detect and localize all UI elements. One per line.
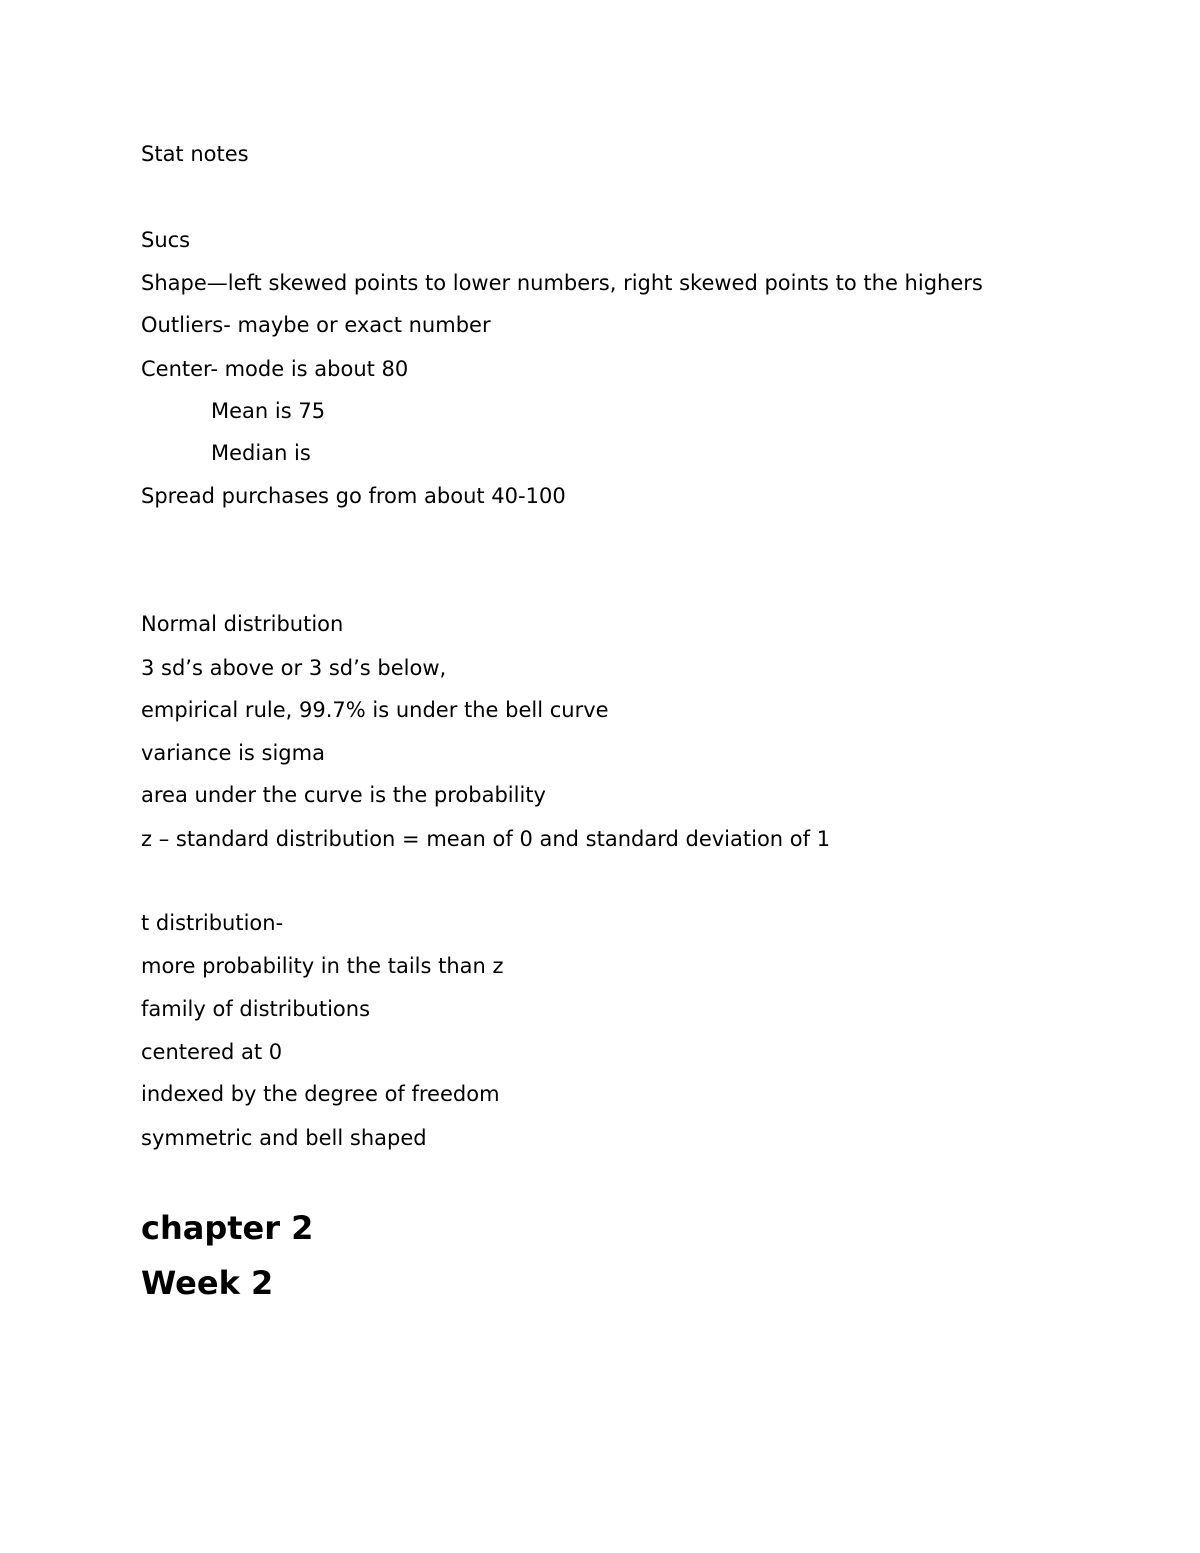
t-note: more probability in the tails than z xyxy=(141,954,504,978)
normal-note: empirical rule, 99.7% is under the bell curve xyxy=(141,698,609,722)
center-note: Center- mode is about 80 xyxy=(141,357,409,381)
normal-note: variance is sigma xyxy=(141,741,325,765)
t-note: symmetric and bell shaped xyxy=(141,1126,427,1150)
t-note: indexed by the degree of freedom xyxy=(141,1082,500,1106)
document-title: Stat notes xyxy=(141,142,249,166)
week-heading: Week 2 xyxy=(141,1264,274,1302)
shape-note: Shape—left skewed points to lower numbers, right skewed points to the highers xyxy=(141,271,983,295)
chapter-heading: chapter 2 xyxy=(141,1209,314,1247)
spread-note: Spread purchases go from about 40-100 xyxy=(141,484,566,508)
normal-note: area under the curve is the probability xyxy=(141,783,546,807)
normal-distribution-heading: Normal distribution xyxy=(141,612,344,636)
mean-note: Mean is 75 xyxy=(211,399,326,423)
normal-note: z – standard distribution = mean of 0 and standard deviation of 1 xyxy=(141,827,831,851)
t-note: centered at 0 xyxy=(141,1040,283,1064)
normal-note: 3 sd’s above or 3 sd’s below, xyxy=(141,656,447,680)
outliers-note: Outliers- maybe or exact number xyxy=(141,313,491,337)
median-note: Median is xyxy=(211,441,311,465)
t-note: family of distributions xyxy=(141,997,371,1021)
sucs-heading: Sucs xyxy=(141,228,191,252)
t-distribution-heading: t distribution- xyxy=(141,911,284,935)
